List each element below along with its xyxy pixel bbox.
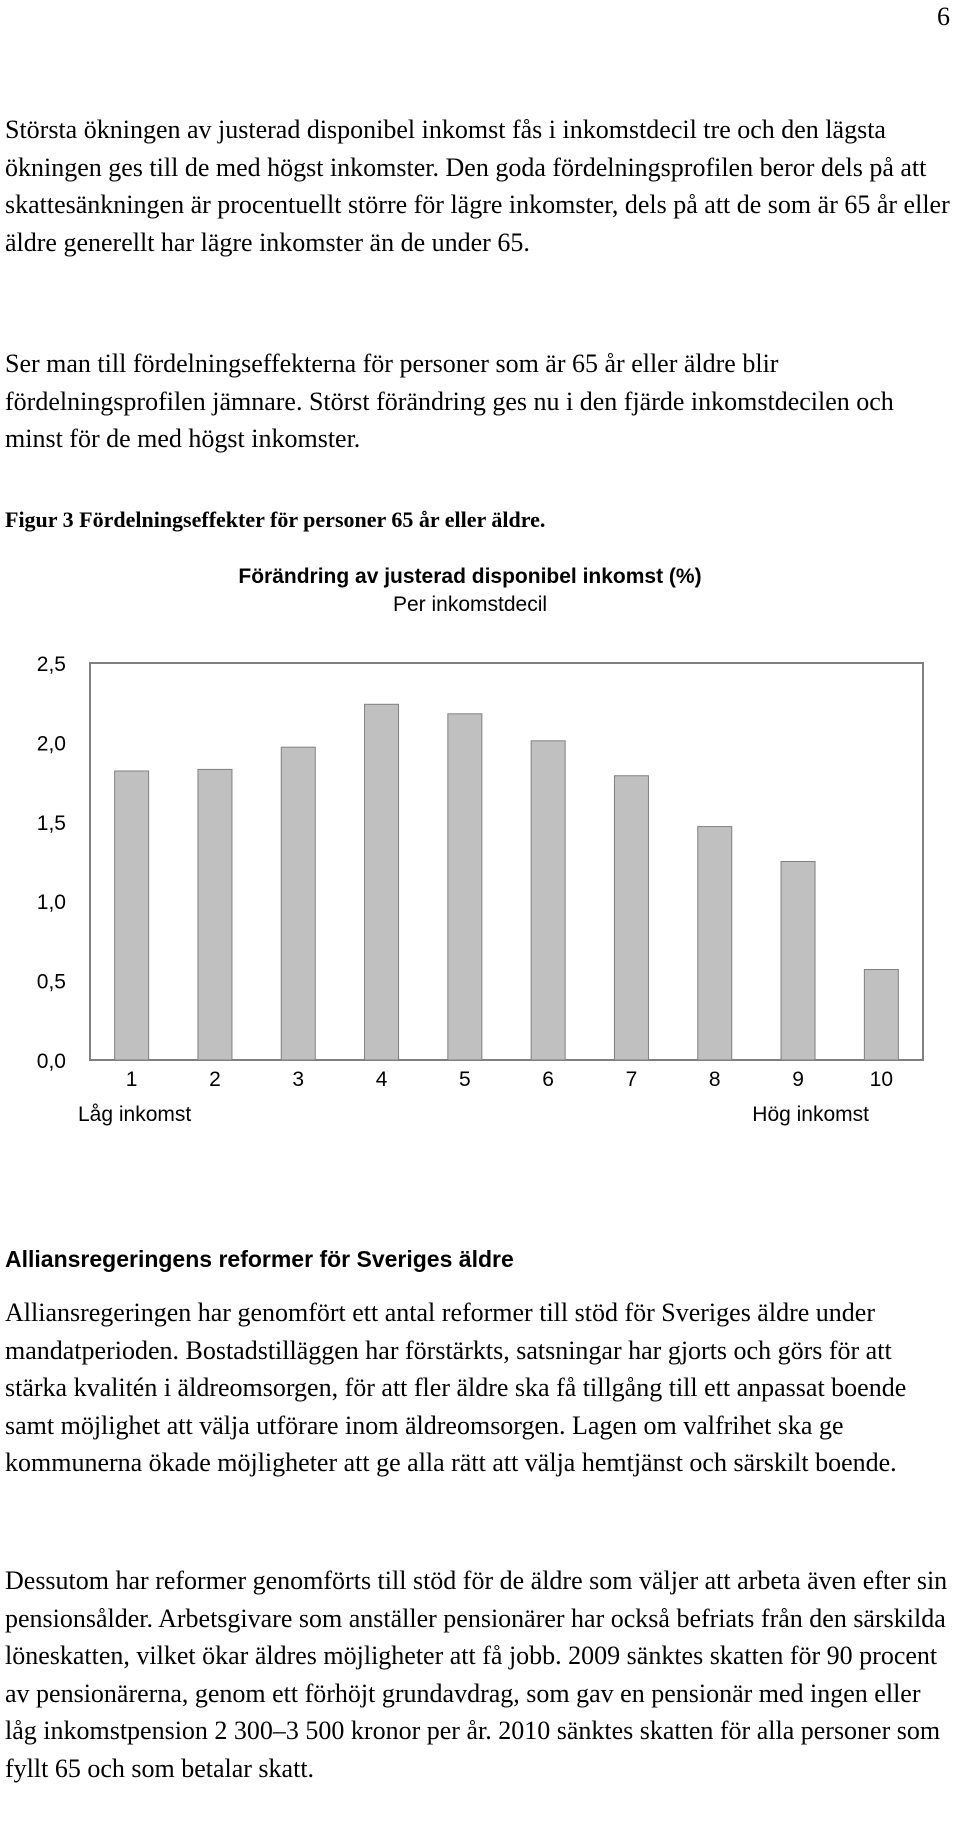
y-tick-label: 1,5 bbox=[36, 811, 66, 835]
x-tick-label: 10 bbox=[869, 1068, 894, 1091]
bar-chart bbox=[0, 555, 960, 1155]
section-heading: Alliansregeringens reformer för Sveriges äldre bbox=[5, 1246, 514, 1272]
x-tick-label: 9 bbox=[792, 1068, 804, 1091]
y-tick-label: 2,0 bbox=[36, 732, 66, 756]
x-tick-label: 3 bbox=[292, 1068, 305, 1091]
paragraph-working-elderly: Dessutom har reformer genomförts till stöd för de äldre som väljer att arbeta även efter sin pensionsålder. Arbetsgivare som anställer pensionärer har också befriats från den särskilda löneskatten, vilket ökar äldres möjligheter att få jobb. 2009 sänktes skatten för 90 procent av pensionärerna, genom ett förhöjt grundavdrag, som gav en pensionär med ingen eller låg inkomstpension 2 300–3 500 kronor per år. 2010 sänktes skatten för alla personer som fyllt 65 och som betalar skatt. bbox=[5, 1566, 948, 1783]
y-tick-label: 2,5 bbox=[36, 653, 66, 676]
bar-decile-4 bbox=[365, 704, 399, 1060]
y-tick-label: 0,0 bbox=[36, 1050, 66, 1073]
x-tick-label: 7 bbox=[625, 1068, 638, 1091]
x-tick-label: 1 bbox=[125, 1068, 138, 1091]
bar-decile-2 bbox=[198, 769, 232, 1060]
x-tick-label: 8 bbox=[708, 1068, 721, 1091]
bar-decile-3 bbox=[281, 747, 315, 1060]
bar-decile-6 bbox=[531, 741, 565, 1060]
x-tick-label: 4 bbox=[375, 1068, 388, 1091]
figure-caption: Figur 3 Fördelningseffekter för personer 65 år eller äldre. bbox=[5, 507, 546, 532]
bar-decile-10 bbox=[864, 969, 898, 1060]
y-tick-label: 1,0 bbox=[36, 891, 66, 915]
bar-decile-7 bbox=[614, 776, 648, 1060]
bar-decile-8 bbox=[698, 827, 732, 1060]
page-number: 6 bbox=[937, 2, 950, 31]
x-tick-label: 2 bbox=[209, 1068, 221, 1091]
paragraph-reforms: Alliansregeringen har genomfört ett antal reformer till stöd för Sveriges äldre under mandatperioden. Bostadstilläggen har förstärkts, satsningar har gjorts och görs för att stärka kvalitén i äldreomsorgen, för att fler äldre ska få tillgång till ett anpassat boende samt möjlighet att välja utförare inom äldreomsorgen. Lagen om valfrihet ska ge kommunerna ökade möjligheter att ge alla rätt att välja hemtjänst och särskilt boende. bbox=[5, 1298, 907, 1477]
bar-decile-9 bbox=[781, 862, 815, 1061]
y-tick-label: 0,5 bbox=[36, 970, 66, 994]
x-low-label: Låg inkomst bbox=[78, 1103, 192, 1126]
bar-decile-1 bbox=[115, 771, 149, 1060]
x-tick-label: 6 bbox=[542, 1068, 554, 1091]
x-high-label: Hög inkomst bbox=[752, 1103, 869, 1126]
paragraph-intro: Största ökningen av justerad disponibel inkomst fås i inkomstdecil tre och den lägsta ökningen ges till de med högst inkomster. Den goda fördelningsprofilen beror dels på att skattesänkningen är procentuellt större för lägre inkomster, dels på att de som är 65 år eller äldre generellt har lägre inkomster än de under 65. bbox=[5, 115, 950, 257]
chart-subtitle: Per inkomstdecil bbox=[392, 593, 548, 616]
chart-title: Förändring av justerad disponibel inkomst (%) bbox=[238, 565, 702, 588]
bar-decile-5 bbox=[448, 714, 482, 1060]
paragraph-elderly-effects: Ser man till fördelningseffekterna för personer som är 65 år eller äldre blir fördelningsprofilen jämnare. Störst förändring ges nu i den fjärde inkomstdecilen och minst för de med högst inkomster. bbox=[5, 349, 894, 453]
x-tick-label: 5 bbox=[459, 1068, 471, 1091]
